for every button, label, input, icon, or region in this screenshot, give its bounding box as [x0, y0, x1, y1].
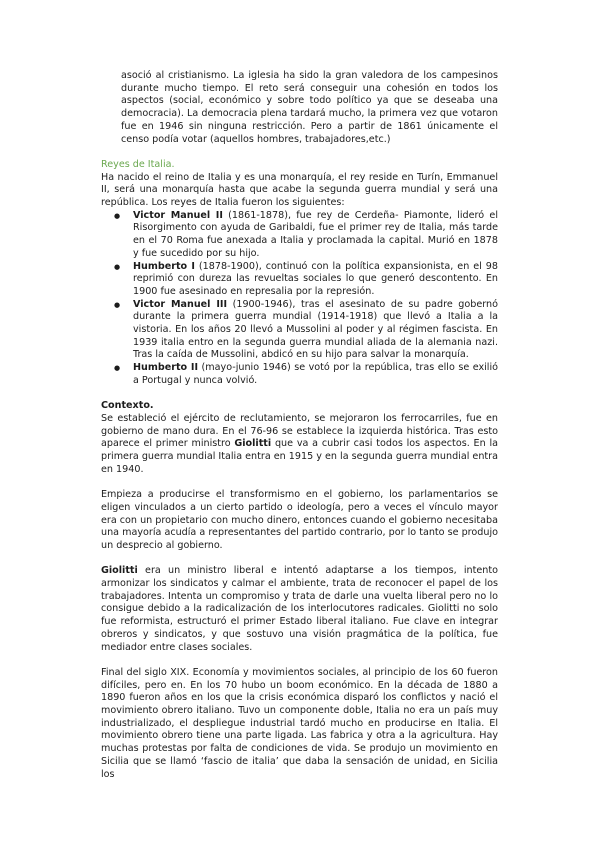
king-name: Victor Manuel II	[133, 209, 223, 221]
text-run: Se estableció el ejército de reclutamiento, se mejoraron los ferrocarriles, fue en gobierno de mano dura. En el 76-96 se establece la izquierda histórica. Tras esto aparece el primer ministro	[101, 412, 498, 450]
king-name: Humberto II	[133, 362, 199, 374]
text-run: que va a cubrir casi todos los aspectos. En la primera guerra mundial Italia entra en 1915 y en la segunda guerra mundial entra en 1940.	[101, 438, 498, 475]
contexto-paragraph-3	[101, 565, 498, 654]
king-description: (1900-1946), tras el asesinato de su padre gobernó durante la primera guerra mundial (1914-1918) que llevó a Italia a la vistoria. En los años 20 llevó a Mussolini al poder y al régimen fascista. En 1939 italia entro en la segunda guerra mundial aliada de la alemania nazi. Tras la caída de Mussolini, abdicó en su hijo para salvar la monarquía.	[133, 298, 498, 361]
bold-name: Giolitti	[101, 565, 138, 577]
intro-paragraph: asoció al cristianismo. La iglesia ha sido la gran valedora de los campesinos durante mucho tiempo. El reto será conseguir una cohesión en todos los aspectos (social, económico y sobre todo político ya que se deseaba una democracia). La democracia plena tardará mucho, la primera vez que votaron fue en 1946 sin ninguna restricción. Pero a partir de 1861 únicamente el censo podía votar (aquellos hombres, trabajadores,etc.)	[121, 70, 498, 145]
bold-name: Giolitti	[234, 438, 272, 450]
body-column	[101, 70, 498, 781]
spacer	[101, 146, 498, 159]
reyes-intro-paragraph: Ha nacido el reino de Italia y es una monarquía, el rey reside en Turín, Emmanuel II, será una monarquía hasta que acabe la segunda guerra mundial y será una república. Los reyes de Italia fueron los siguientes:	[101, 171, 498, 209]
king-description: (mayo-junio 1946) se votó por la república, tras ello se exilió a Portugal y nunca volvió.	[133, 362, 498, 386]
list-item	[133, 362, 498, 387]
king-description: (1878-1900), continuó con la política expansionista, en el 98 reprimió con dureza las revueltas sociales lo que generó descontento. En 1900 fue asesinado en represalia por la represión.	[133, 260, 498, 297]
list-item	[133, 299, 498, 363]
spacer	[101, 553, 498, 566]
text-run: era un ministro liberal e intentó adaptarse a los tiempos, intento armonizar los sindicatos y calmar el ambiente, trata de reconocer el papel de los trabajadores. Intenta un compromiso y trata de darle una vuelta liberal pero no lo consigue debido a la radicalización de los interlocutores radicales. Giolitti no solo fue reformista, estructuró el primer Estado liberal italiano. Fue clave en integrar obreros y sindicatos, y que sostuvo una visión pragmática de la política, fue mediador entre clases sociales.	[101, 565, 498, 653]
contexto-paragraph-2: Empieza a producirse el transformismo en el gobierno, los parlamentarios se eligen vinculados a un cierto partido o ideología, pero a veces el vínculo mayor era con un propietario con mucho dinero, entonces cuando el gobierno necesitaba una mayoría acudía a representantes del partido contrario, por lo tanto se produjo un desprecio al gobierno.	[101, 489, 498, 551]
contexto-paragraph-1	[101, 413, 498, 477]
contexto-paragraph-4: Final del siglo XIX. Economía y movimientos sociales, al principio de los 60 fueron difíciles, pero en. En los 70 hubo un boom económico. En la década de 1880 a 1890 fueron años en los que la crisis económica disparó los conflictos y nació el movimiento obrero italiano. Tuvo un componente doble, Italia no era un país muy industrializado, el despliegue industrial tardó mucho en producirse en Italia. El movimiento obrero tiene una parte ligada. Las fabrica y otra a la agricultura. Hay muchas protestas por falta de condiciones de vida. Se produjo un movimiento en Sicilia que se llamó ‘fascio de italia’ que daba la sensación de unidad, en Sicilia los	[101, 666, 498, 780]
spacer	[101, 654, 498, 667]
spacer	[101, 388, 498, 401]
kings-list	[101, 210, 498, 388]
spacer	[101, 476, 498, 489]
king-name: Victor Manuel III	[133, 298, 228, 310]
section-heading-reyes: Reyes de Italia.	[101, 158, 175, 170]
section-heading-contexto: Contexto.	[101, 400, 154, 412]
list-item	[133, 210, 498, 261]
king-description: (1861-1878), fue rey de Cerdeña- Piamonte, lideró el Risorgimento con ayuda de Garibaldi, fue el primer rey de Italia, más tarde en el 70 Roma fue anexada a Italia y proclamada la capital. Murió en 1878 y fue sucedido por su hijo.	[133, 209, 498, 259]
king-name: Humberto I	[133, 260, 195, 272]
list-item	[133, 261, 498, 299]
